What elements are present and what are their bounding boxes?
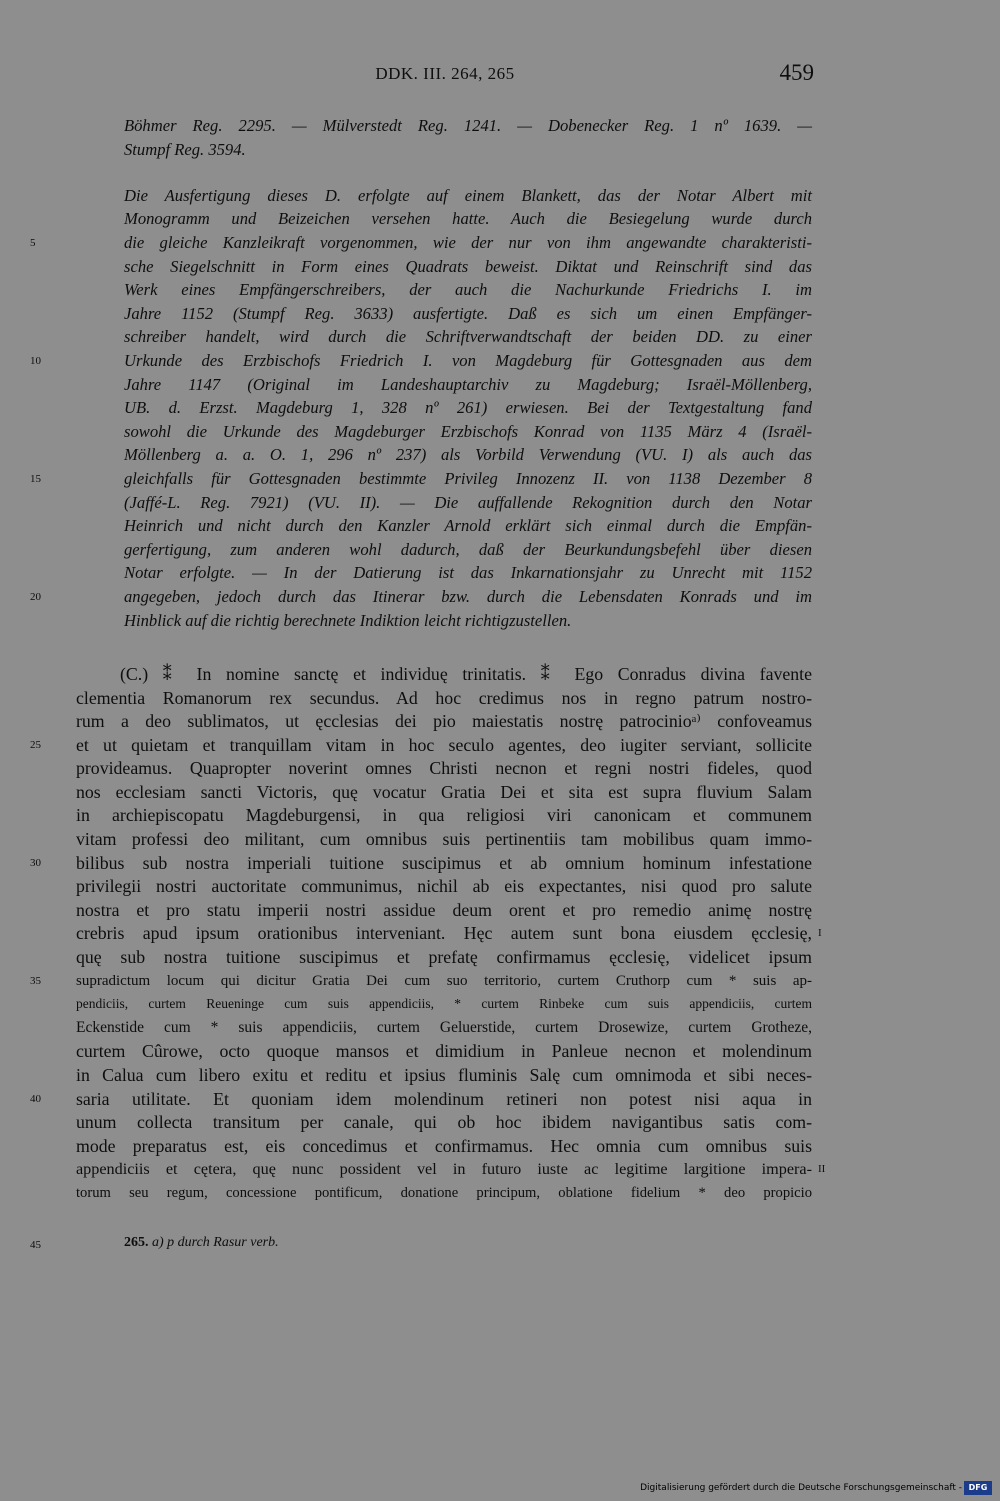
line-number: 30 (30, 857, 41, 869)
regesta-line: Böhmer Reg. 2295. — Mülverstedt Reg. 1241. — Dobenecker Reg. 1 nº 1639. — (124, 116, 812, 135)
dfg-logo: DFG (964, 1481, 992, 1495)
charter-line: Eckenstide cum * suis appendiciis, curtem Geluerstide, curtem Drosewize, curtem Grotheze, (76, 1019, 812, 1036)
commentary-line: Heinrich und nicht durch den Kanzler Arnold erklärt sich einmal durch die Empfän- (124, 516, 812, 535)
charter-line: vitam professi deo militant, cum omnibus suis pertinentiis tam mobilibus quam immo- (76, 829, 812, 849)
line-number: 45 (30, 1239, 41, 1251)
charter-line: bilibus sub nostra imperiali tuitione suscipimus et ab omnium hominum infestatione (76, 853, 812, 873)
commentary-line: schreiber handelt, wird durch die Schriftverwandtschaft der beiden DD. zu einer (124, 327, 812, 346)
footnote (124, 1233, 279, 1253)
commentary-line: sche Siegelschnitt in Form eines Quadrats beweist. Diktat und Reinschrift sind das (124, 257, 812, 276)
footnote-text: a) p durch Rasur verb. (152, 1235, 279, 1250)
commentary-line: gleichfalls für Gottesgnaden bestimmte Privileg Innozenz II. von 1138 Dezember 8 (124, 469, 812, 488)
commentary-line: Urkunde des Erzbischofs Friedrich I. von Magdeburg für Gottesgnaden aus dem (124, 351, 812, 370)
commentary-line: Möllenberg a. a. O. 1, 296 nº 237) als Vorbild Verwendung (VU. I) als auch das (124, 445, 812, 464)
commentary-line: Werk eines Empfängerschreibers, der auch die Nachurkunde Friedrichs I. im (124, 280, 812, 299)
line-number: 15 (30, 473, 41, 485)
line-number: 25 (30, 739, 41, 751)
commentary-line: Jahre 1147 (Original im Landeshauptarchiv zu Magdeburg; Israël-Möllenberg, (124, 375, 812, 394)
charter-line: appendiciis et cętera, quę nunc possident vel in futuro iuste ac legitime largitione impera- (76, 1160, 812, 1178)
commentary-line: (Jaffé-L. Reg. 7921) (VU. II). — Die auffallende Rekognition durch den Notar (124, 493, 812, 512)
charter-line: quę sub nostra tuitione suscipimus et prefatę confirmamus ęcclesię, videlicet ipsum (76, 947, 812, 967)
line-number: 40 (30, 1093, 41, 1105)
margin-mark: II (818, 1163, 826, 1175)
charter-line: nostra et pro statu imperii nostri assidue deum orent et pro remedio animę nostrę (76, 900, 812, 920)
commentary-line: die gleiche Kanzleikraft vorgenommen, wie der nur von ihm angewandte charakteristi- (124, 233, 812, 252)
charter-line: mode preparatus est, eis concedimus et confirmamus. Hec omnia cum omnibus suis (76, 1136, 812, 1156)
commentary-line: angegeben, jedoch durch das Itinerar bzw. durch die Lebensdaten Konrads und im (124, 587, 812, 606)
commentary-line: Die Ausfertigung dieses D. erfolgte auf einem Blankett, das der Notar Albert mit (124, 186, 812, 205)
charter-line: in Calua cum libero exitu et reditu et ipsius fluminis Salę cum omnimoda et sibi neces- (76, 1065, 812, 1085)
commentary-line: UB. d. Erzst. Magdeburg 1, 328 nº 261) erwiesen. Bei der Textgestaltung fand (124, 398, 812, 417)
line-number: 20 (30, 591, 41, 603)
line-number: 35 (30, 975, 41, 987)
charter-line: (C.) ⁑ In nomine sanctę et individuę trinitatis. ⁑ Ego Conradus divina favente (120, 664, 812, 684)
margin-mark: I (818, 927, 822, 939)
running-title: DDK. III. 264, 265 (375, 64, 515, 83)
charter-line: in archiepiscopatu Magdeburgensi, in qua religiosi viri canonicam et communem (76, 805, 812, 825)
charter-line: nos ecclesiam sancti Victoris, quę vocatur Gratia Dei et sita est supra fluvium Salam (76, 782, 812, 802)
commentary-line: Notar erfolgte. — In der Datierung ist das Inkarnationsjahr zu Unrecht mit 1152 (124, 563, 812, 582)
footnote-number: 265. (124, 1235, 149, 1250)
page-number: 459 (779, 60, 814, 85)
charter-line: provideamus. Quapropter noverint omnes Christi necnon et regni nostri fideles, quod (76, 758, 812, 778)
line-number: 10 (30, 355, 41, 367)
charter-line: pendiciis, curtem Reueninge cum suis appendiciis, * curtem Rinbeke cum suis appendiciis, curtem (76, 996, 812, 1011)
commentary-line: Hinblick auf die richtig berechnete Indiktion leicht richtigzustellen. (124, 611, 572, 630)
commentary-line: Monogramm und Beizeichen versehen hatte. Auch die Besiegelung wurde durch (124, 209, 812, 228)
charter-line: curtem Cûrowe, octo quoque mansos et dimidium in Panleue necnon et molendinum (76, 1041, 812, 1061)
charter-line: unum collecta transitum per canale, qui ob hoc ibidem navigantibus satis com- (76, 1112, 812, 1132)
charter-line: privilegii nostri auctoritate communimus, nichil ab eis expectantes, nisi quod pro salute (76, 876, 812, 896)
charter-line: crebris apud ipsum orationibus interveniant. Hęc autem sunt bona eiusdem ęcclesię, (76, 923, 812, 943)
charter-line: supradictum locum qui dicitur Gratia Dei cum suo territorio, curtem Cruthorp cum * suis ap- (76, 973, 812, 989)
charter-line: clementia Romanorum rex secundus. Ad hoc credimus nos in regno patrum nostro- (76, 688, 812, 708)
commentary-line: Jahre 1152 (Stumpf Reg. 3633) ausfertigte. Daß es sich um einen Empfänger- (124, 304, 812, 323)
commentary-line: sowohl die Urkunde des Magdeburger Erzbischofs Konrad von 1135 März 4 (Israël- (124, 422, 812, 441)
charter-line: rum a deo sublimatos, ut ęcclesias dei pio maiestatis nostrę patrocinioᵃ⁾ confoveamus (76, 711, 812, 731)
charter-line: torum seu regum, concessione pontificum, donatione principum, oblatione fidelium * deo propicio (76, 1185, 812, 1201)
regesta-line: Stumpf Reg. 3594. (124, 140, 246, 159)
commentary-line: gerfertigung, zum anderen wohl dadurch, daß der Beurkundungsbefehl über diesen (124, 540, 812, 559)
line-number: 5 (30, 237, 36, 249)
charter-line: saria utilitate. Et quoniam idem molendinum retineri non potest nisi aqua in (76, 1089, 812, 1109)
charter-line: et ut quietam et tranquillam vitam in hoc seculo agentes, deo iugiter serviant, sollicite (76, 735, 812, 755)
digitization-credit: Digitalisierung gefördert durch die Deutsche Forschungsgemeinschaft - (640, 1483, 962, 1493)
